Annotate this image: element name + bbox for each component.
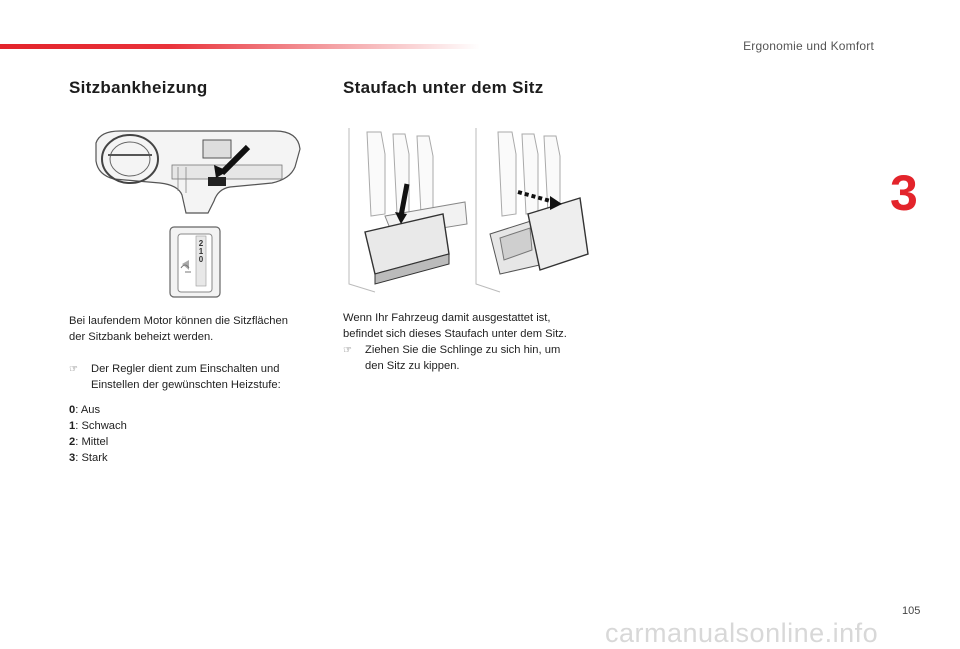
section-heading-storage: Staufach unter dem Sitz [343, 78, 544, 97]
bullet-line: Der Regler dient zum Einschalten und [91, 363, 280, 375]
chapter-title: Ergonomie und Komfort [743, 39, 874, 53]
seat-heating-bullet [69, 361, 329, 393]
storage-intro [343, 310, 613, 342]
knob-digit-2: 2 [198, 239, 204, 248]
bullet-line: Ziehen Sie die Schlinge zu sich hin, um [365, 344, 561, 356]
intro-line: Bei laufendem Motor können die Sitzflächen [69, 315, 288, 327]
storage-bullet [343, 342, 613, 374]
page-number: 105 [902, 605, 921, 617]
knob-digit-1: 1 [198, 247, 204, 256]
intro-line: Wenn Ihr Fahrzeug damit ausgestattet ist, [343, 312, 551, 324]
dashboard-illustration [90, 125, 305, 215]
watermark: carmanualsonline.info [605, 618, 879, 648]
chapter-number: 3 [890, 165, 918, 221]
heating-level-item: 3: Stark [69, 452, 108, 464]
bullet-line: Einstellen der gewünschten Heizstufe: [91, 379, 281, 391]
heating-knob-illustration [169, 226, 221, 298]
seat-heating-intro [69, 313, 329, 345]
pointing-hand-icon: ☞ [343, 345, 352, 356]
heating-level-item: 0: Aus [69, 404, 101, 416]
pointing-hand-icon: ☞ [69, 364, 78, 375]
header-accent-bar [0, 44, 480, 49]
heating-level-item: 2: Mittel [69, 436, 109, 448]
bullet-line: den Sitz zu kippen. [365, 360, 460, 372]
section-heading-seat-heating: Sitzbankheizung [69, 78, 208, 97]
intro-line: befindet sich dieses Staufach unter dem Sitz. [343, 328, 567, 340]
bench-seat-illustration-1 [345, 124, 470, 296]
heating-level-item: 1: Schwach [69, 420, 127, 432]
bench-seat-illustration-2 [470, 124, 595, 296]
knob-digit-0: 0 [198, 255, 204, 264]
heating-levels-list [69, 402, 269, 466]
intro-line: der Sitzbank beheizt werden. [69, 331, 214, 343]
